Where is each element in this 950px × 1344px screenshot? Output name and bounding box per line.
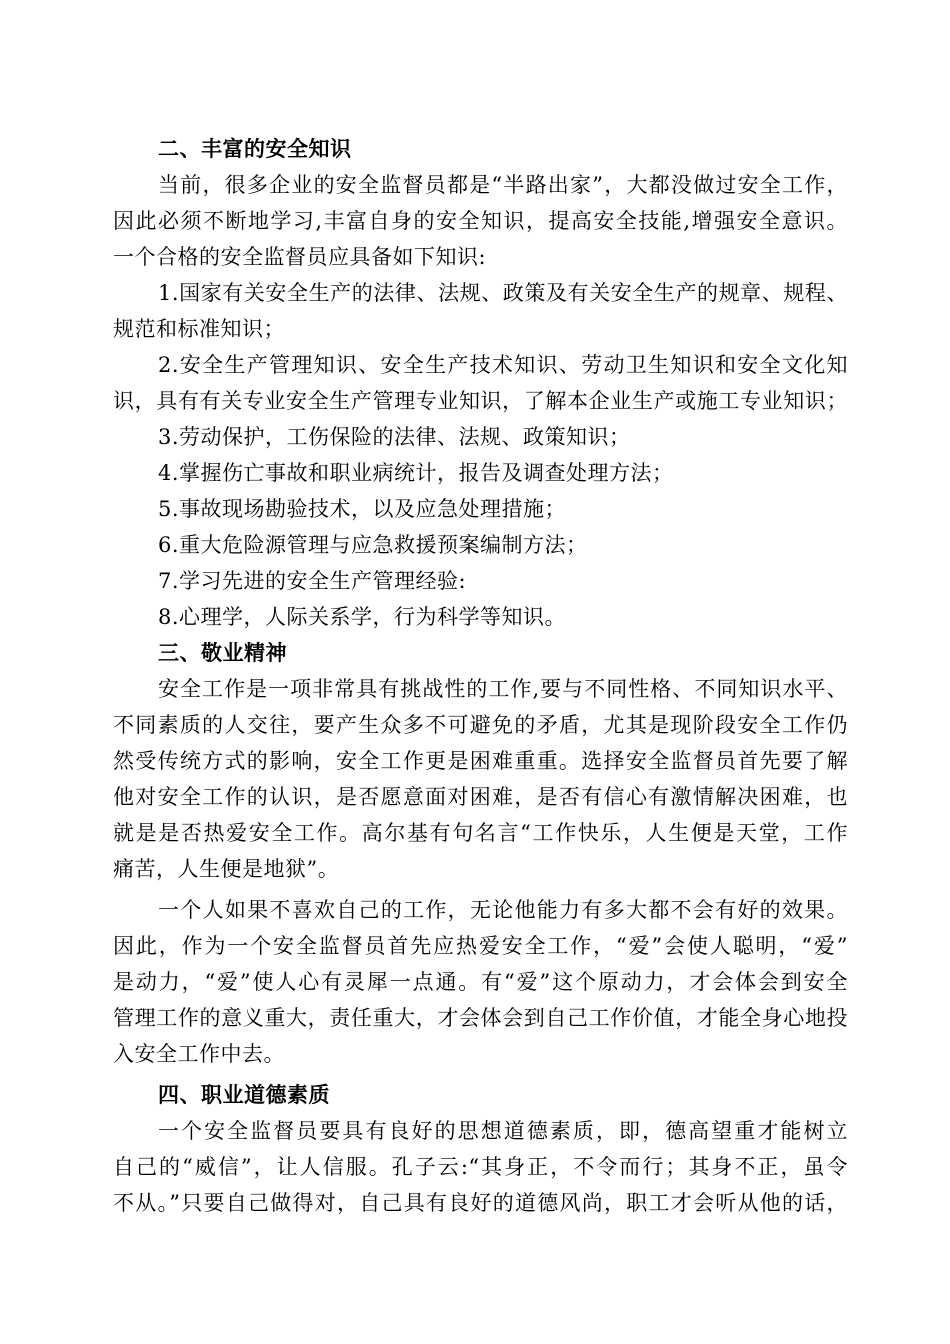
paragraph-line: 他对安全工作的认识，是否愿意面对困难，是否有信心有激情解决困难，也 bbox=[113, 785, 848, 809]
list-item: 5.事故现场勘验技术，以及应急处理措施； bbox=[158, 497, 567, 521]
paragraph-line: 就是是否热爱安全工作。高尔基有句名言“工作快乐，人生便是天堂，工作 bbox=[113, 821, 848, 845]
paragraph-line: 然受传统方式的影响，安全工作更是困难重重。选择安全监督员首先要了解 bbox=[113, 749, 848, 773]
section-heading: 二、丰富的安全知识 bbox=[158, 136, 352, 161]
paragraph-line: 当前，很多企业的安全监督员都是“半路出家”，大都没做过安全工作， bbox=[158, 173, 848, 197]
paragraph-line: 一个人如果不喜欢自己的工作，无论他能力有多大都不会有好的效果。 bbox=[158, 898, 848, 922]
list-item: 6.重大危险源管理与应急救援预案编制方法； bbox=[158, 533, 588, 557]
paragraph-line: 一个合格的安全监督员应具备如下知识: bbox=[113, 245, 487, 269]
paragraph-line: 不同素质的人交往，要产生众多不可避免的矛盾，尤其是现阶段安全工作仍 bbox=[113, 713, 848, 737]
list-item: 1.国家有关安全生产的法律、法规、政策及有关安全生产的规章、规程、 bbox=[158, 281, 848, 305]
list-item-continuation: 规范和标准知识； bbox=[113, 317, 285, 341]
paragraph-line: 痛苦，人生便是地狱”。 bbox=[113, 857, 340, 881]
section-heading: 三、敬业精神 bbox=[158, 640, 287, 665]
list-item: 8.心理学，人际关系学，行为科学等知识。 bbox=[158, 605, 567, 629]
paragraph-line: 安全工作是一项非常具有挑战性的工作,要与不同性格、不同知识水平、 bbox=[158, 677, 848, 701]
paragraph-line: 入安全工作中去。 bbox=[113, 1042, 285, 1066]
list-item: 2.安全生产管理知识、安全生产技术知识、劳动卫生知识和安全文化知 bbox=[158, 353, 848, 377]
paragraph-line: 是动力，“爱”使人心有灵犀一点通。有“爱”这个原动力，才会体会到安全 bbox=[113, 970, 848, 994]
paragraph-line: 因此，作为一个安全监督员首先应热爱安全工作，“爱”会使人聪明，“爱” bbox=[113, 934, 848, 958]
paragraph-line: 自己的“威信”，让人信服。孔子云:“其身正，不令而行；其身不正，虽令 bbox=[113, 1155, 848, 1179]
paragraph-line: 不从。”只要自己做得对，自己具有良好的道德风尚，职工才会听从他的话， bbox=[113, 1191, 848, 1215]
list-item: 7.学习先进的安全生产管理经验: bbox=[158, 569, 467, 593]
list-item-continuation: 识，具有有关专业安全生产管理专业知识，了解本企业生产或施工专业知识； bbox=[113, 389, 848, 413]
section-heading: 四、职业道德素质 bbox=[158, 1082, 330, 1107]
list-item: 3.劳动保护，工伤保险的法律、法规、政策知识； bbox=[158, 425, 631, 449]
paragraph-line: 因此必须不断地学习,丰富自身的安全知识，提高安全技能,增强安全意识。 bbox=[113, 209, 848, 233]
list-item: 4.掌握伤亡事故和职业病统计，报告及调查处理方法； bbox=[158, 461, 674, 485]
paragraph-line: 管理工作的意义重大，责任重大，才会体会到自己工作价值，才能全身心地投 bbox=[113, 1006, 848, 1030]
paragraph-line: 一个安全监督员要具有良好的思想道德素质，即，德高望重才能树立 bbox=[158, 1119, 848, 1143]
